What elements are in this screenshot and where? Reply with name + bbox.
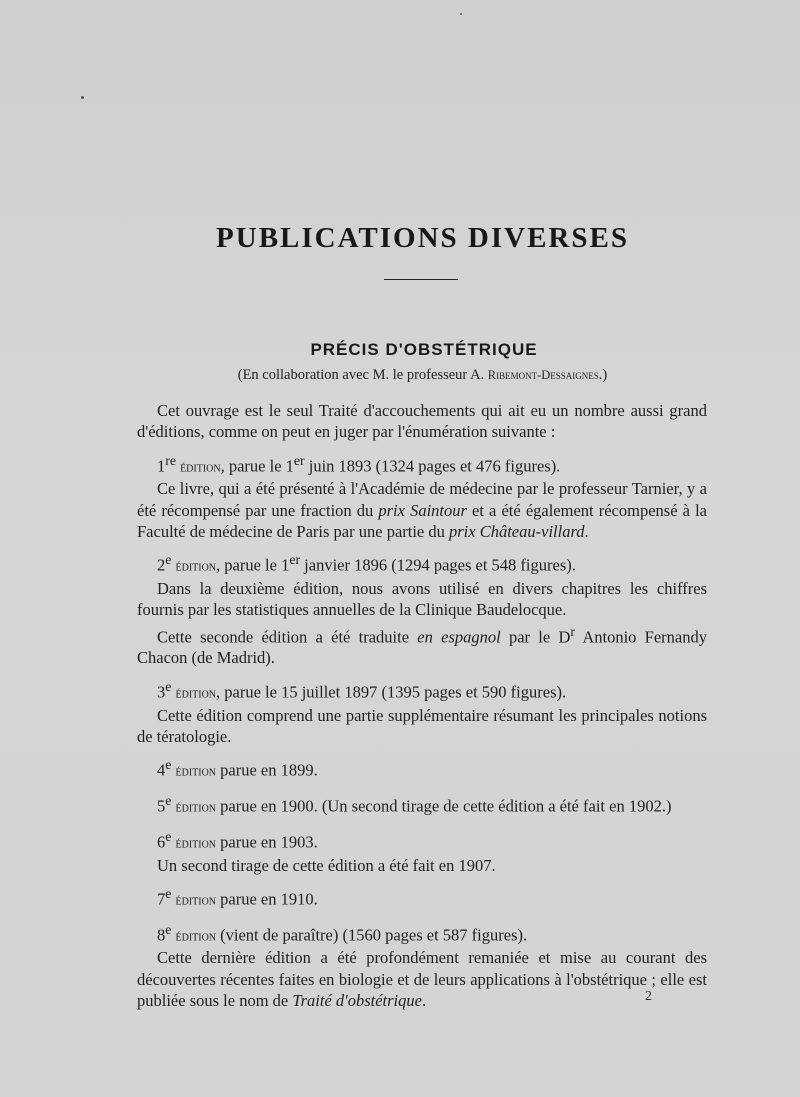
page-number: 2 [645,989,652,1004]
speck [81,96,84,99]
page-title: PUBLICATIONS DIVERSES [216,222,629,254]
edition-2-translation: Cette seconde édition a été traduite en espagnol par le $D^r$ Antonio Fernandy Chacon (de Madrid). [137,623,707,668]
edition-6-paragraph: Un second tirage de cette édition a été fait en 1907. [157,855,496,875]
edition-2-paragraph: Dans la deuxième édition, nous avons utilisé en divers chapitres les chiffres fournis par les statistiques annuelles de la Clinique Baudelocque. [137,579,707,620]
edition-4: 4e édition parue en 1899. [157,757,318,780]
edition-3: 3e édition, parue le 15 juillet 1897 (1395 pages et 590 figures). [157,678,567,702]
edition-1-description: Ce livre, qui a été présenté à l'Académie de médecine par le professeur Tarnier, y a été récompensé par une fraction du prix Saintour et a été également récompensé à la Faculté de médecine de Paris par une partie du prix Château-villard. [137,479,707,541]
edition-1: 1re édition, parue le 1er juin 1893 (1324 pages et 476 figures). [157,452,561,476]
edition-8-paragraph: Cette dernière édition a été profondément remaniée et mise au courant des découvertes récentes faites en biologie et de leurs applications à l'obstétrique ; elle est publiée sous le nom de Traité d'obstétrique. [137,948,707,1011]
edition-5: 5e édition parue en 1900. (Un second tirage de cette édition a été fait en 1902.) [157,792,672,816]
section-subtitle: (En collaboration avec M. le professeur A. Ribemont-Dessaignes.) [237,367,608,383]
edition-7: 7e édition parue en 1910. [157,885,318,909]
coauthor-name: Ribemont-Dessaignes [487,368,599,382]
edition-2: 2e édition, parue le 1er janvier 1896 (1294 pages et 548 figures). [157,552,576,575]
intro-paragraph: Cet ouvrage est le seul Traité d'accouchements qui ait eu un nombre aussi grand d'éditions, comme on peut en juger par l'énumération suivante : [137,401,707,442]
speck [460,13,462,15]
edition-6: 6e édition parue en 1903. [157,828,318,852]
body-text [137,400,707,1011]
edition-3-paragraph: Cette édition comprend une partie supplémentaire résumant les principales notions de tératologie. [137,705,707,746]
section-title: PRÉCIS D'OBSTÉTRIQUE [310,340,538,359]
title-divider [384,279,458,280]
edition-8: 8e édition (vient de paraître) (1560 pages et 587 figures). [157,921,528,945]
